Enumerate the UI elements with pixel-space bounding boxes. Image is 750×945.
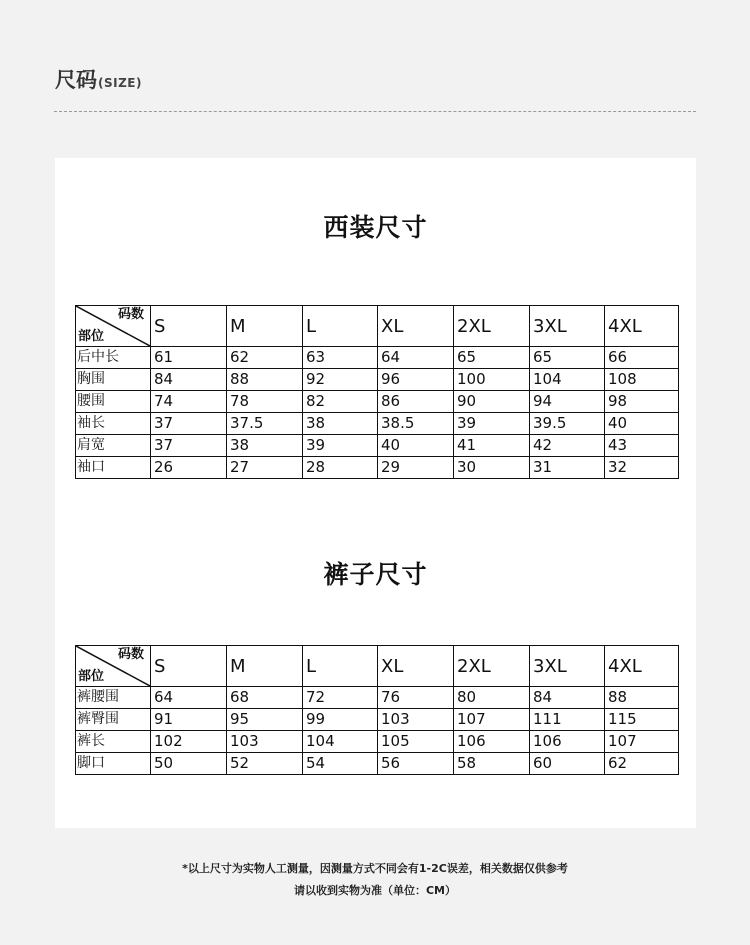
measurement-cell: 60 xyxy=(530,753,605,775)
measurement-cell: 82 xyxy=(303,391,378,413)
measurement-cell: 91 xyxy=(151,709,227,731)
size-header-cell: 2XL xyxy=(454,306,530,347)
measurement-cell: 37 xyxy=(151,435,227,457)
size-header-cell: L xyxy=(303,306,378,347)
measurement-cell: 50 xyxy=(151,753,227,775)
measurement-cell: 63 xyxy=(303,347,378,369)
measurement-cell: 37 xyxy=(151,413,227,435)
size-chart-card xyxy=(55,158,696,828)
measurement-cell: 104 xyxy=(303,731,378,753)
measurement-cell: 41 xyxy=(454,435,530,457)
measurement-cell: 42 xyxy=(530,435,605,457)
measurement-cell: 88 xyxy=(227,369,303,391)
size-header-cell: XL xyxy=(378,306,454,347)
measurement-cell: 38 xyxy=(227,435,303,457)
measurement-cell: 107 xyxy=(454,709,530,731)
measurement-cell: 38 xyxy=(303,413,378,435)
table-row xyxy=(76,369,679,391)
table-row xyxy=(76,687,679,709)
size-header-cell: M xyxy=(227,306,303,347)
measurement-cell: 103 xyxy=(378,709,454,731)
row-label-cell: 肩宽 xyxy=(76,435,151,457)
row-label-cell: 裤腰围 xyxy=(76,687,151,709)
dashed-divider xyxy=(54,111,696,112)
measurement-cell: 100 xyxy=(454,369,530,391)
measurement-cell: 65 xyxy=(454,347,530,369)
size-header-cell: 3XL xyxy=(530,646,605,687)
size-header-cell: S xyxy=(151,306,227,347)
measurement-cell: 76 xyxy=(378,687,454,709)
row-label-cell: 袖口 xyxy=(76,457,151,479)
measurement-cell: 58 xyxy=(454,753,530,775)
table-row xyxy=(76,709,679,731)
corner-header-cell xyxy=(76,306,151,347)
measurement-cell: 104 xyxy=(530,369,605,391)
measurement-cell: 86 xyxy=(378,391,454,413)
measurement-cell: 96 xyxy=(378,369,454,391)
measurement-cell: 72 xyxy=(303,687,378,709)
table-row xyxy=(76,347,679,369)
row-label-cell: 脚口 xyxy=(76,753,151,775)
measurement-cell: 84 xyxy=(530,687,605,709)
measurement-cell: 80 xyxy=(454,687,530,709)
measurement-cell: 54 xyxy=(303,753,378,775)
table-row xyxy=(76,753,679,775)
measurement-cell: 26 xyxy=(151,457,227,479)
measurement-cell: 111 xyxy=(530,709,605,731)
suit-size-title: 西装尺寸 xyxy=(323,213,428,242)
measurement-cell: 39.5 xyxy=(530,413,605,435)
measurement-cell: 88 xyxy=(605,687,679,709)
corner-size-label: 码数 xyxy=(117,647,144,662)
measurement-cell: 27 xyxy=(227,457,303,479)
size-header-cell: S xyxy=(151,646,227,687)
measurement-cell: 38.5 xyxy=(378,413,454,435)
measurement-cell: 62 xyxy=(227,347,303,369)
table-row xyxy=(76,391,679,413)
footer-note: *以上尺寸为实物人工测量，因测量方式不同会有1-2C误差，相关数据仅供参考 xyxy=(182,862,568,875)
size-header-cell: XL xyxy=(378,646,454,687)
row-label-cell: 腰围 xyxy=(76,391,151,413)
measurement-cell: 29 xyxy=(378,457,454,479)
measurement-cell: 61 xyxy=(151,347,227,369)
measurement-cell: 103 xyxy=(227,731,303,753)
header-title: 尺码 xyxy=(55,68,97,92)
measurement-cell: 56 xyxy=(378,753,454,775)
table-header-row xyxy=(76,646,679,687)
measurement-cell: 65 xyxy=(530,347,605,369)
measurement-cell: 32 xyxy=(605,457,679,479)
corner-part-label: 部位 xyxy=(78,329,105,344)
measurement-cell: 52 xyxy=(227,753,303,775)
header-subtitle: (SIZE) xyxy=(98,76,142,90)
size-header-cell: 2XL xyxy=(454,646,530,687)
measurement-cell: 115 xyxy=(605,709,679,731)
measurement-cell: 95 xyxy=(227,709,303,731)
measurement-cell: 74 xyxy=(151,391,227,413)
measurement-cell: 40 xyxy=(378,435,454,457)
row-label-cell: 袖长 xyxy=(76,413,151,435)
measurement-cell: 39 xyxy=(303,435,378,457)
table-row xyxy=(76,731,679,753)
row-label-cell: 裤长 xyxy=(76,731,151,753)
size-header-cell: 3XL xyxy=(530,306,605,347)
row-label-cell: 后中长 xyxy=(76,347,151,369)
measurement-cell: 30 xyxy=(454,457,530,479)
pants-size-title: 裤子尺寸 xyxy=(323,560,428,589)
size-header-cell: 4XL xyxy=(605,646,679,687)
measurement-cell: 90 xyxy=(454,391,530,413)
corner-header-cell xyxy=(76,646,151,687)
table-row xyxy=(76,435,679,457)
measurement-cell: 37.5 xyxy=(227,413,303,435)
size-header-cell: 4XL xyxy=(605,306,679,347)
measurement-cell: 64 xyxy=(151,687,227,709)
measurement-cell: 68 xyxy=(227,687,303,709)
measurement-cell: 40 xyxy=(605,413,679,435)
measurement-cell: 94 xyxy=(530,391,605,413)
measurement-cell: 43 xyxy=(605,435,679,457)
suit-size-table xyxy=(75,305,679,479)
size-header-cell: L xyxy=(303,646,378,687)
measurement-cell: 108 xyxy=(605,369,679,391)
measurement-cell: 92 xyxy=(303,369,378,391)
measurement-cell: 99 xyxy=(303,709,378,731)
table-header-row xyxy=(76,306,679,347)
measurement-cell: 64 xyxy=(378,347,454,369)
measurement-cell: 102 xyxy=(151,731,227,753)
pants-size-table xyxy=(75,645,679,775)
measurement-cell: 107 xyxy=(605,731,679,753)
measurement-cell: 84 xyxy=(151,369,227,391)
measurement-cell: 28 xyxy=(303,457,378,479)
measurement-cell: 105 xyxy=(378,731,454,753)
measurement-cell: 39 xyxy=(454,413,530,435)
footer-unit-note: 请以收到实物为准（单位：CM） xyxy=(293,884,457,897)
measurement-cell: 66 xyxy=(605,347,679,369)
table-row xyxy=(76,413,679,435)
row-label-cell: 裤臀围 xyxy=(76,709,151,731)
table-row xyxy=(76,457,679,479)
measurement-cell: 106 xyxy=(530,731,605,753)
measurement-cell: 62 xyxy=(605,753,679,775)
row-label-cell: 胸围 xyxy=(76,369,151,391)
measurement-cell: 31 xyxy=(530,457,605,479)
corner-part-label: 部位 xyxy=(78,669,105,684)
measurement-cell: 98 xyxy=(605,391,679,413)
section-header xyxy=(55,64,142,94)
measurement-cell: 106 xyxy=(454,731,530,753)
corner-size-label: 码数 xyxy=(117,307,144,322)
measurement-cell: 78 xyxy=(227,391,303,413)
size-header-cell: M xyxy=(227,646,303,687)
